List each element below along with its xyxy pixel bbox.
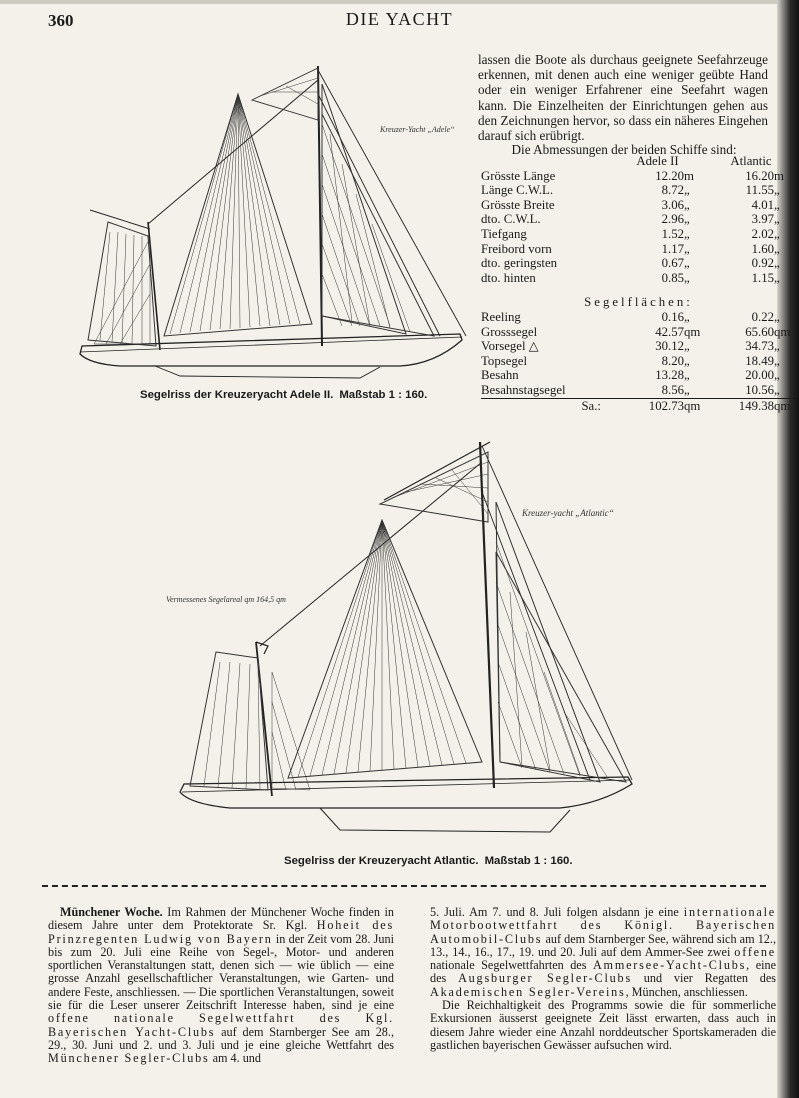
sail-row bbox=[481, 325, 796, 340]
article-text: auf dem Starnberger See, während sich am 12., 13., 14., 16., 17., 19. und 20. Juli auf dem Ammer-See zwei bbox=[430, 931, 776, 959]
sail-row-b: 20.00 bbox=[745, 368, 774, 383]
dimension-row bbox=[481, 271, 796, 286]
dimensions-intro: Die Abmessungen der beiden Schiffe sind: bbox=[511, 142, 737, 157]
dimension-row-ub: „ bbox=[774, 212, 780, 227]
dimension-row-label: dto. geringsten bbox=[481, 256, 558, 271]
dimension-row bbox=[481, 198, 796, 213]
dimension-row bbox=[481, 242, 796, 257]
dimension-row-a: 1.52 bbox=[661, 226, 684, 241]
article-text: in der Zeit vom 28. Juni bis zum 20. Juli eine Reihe von Segel-, Motor- und anderen sportlichen Veranstaltungen statt, denen sich — wie üblich — eine grosse Anzahl gesellschaftlicher Veranstaltungen, wie Garten- und andere Feste, anschliessen. — Die sportlichen Veranstaltungen, soweit sie für die Leser unserer Zeitschrift Interesse haben, sind je eine bbox=[48, 931, 395, 1013]
sail-row-label: Besahn bbox=[481, 368, 519, 383]
dimension-row-ub: „ bbox=[774, 270, 780, 285]
dimension-row-label: dto. hinten bbox=[481, 270, 536, 285]
running-head: DIE YACHT bbox=[345, 9, 454, 29]
sum-adele: 102.73 bbox=[609, 398, 684, 413]
figure-caption-atlantic bbox=[284, 855, 573, 867]
article-text: , eine des bbox=[430, 958, 776, 986]
dimension-row-a: 1.17 bbox=[661, 241, 684, 256]
dimension-row-label: Grösste Länge bbox=[481, 168, 556, 183]
sail-row-ub: „ bbox=[774, 339, 780, 354]
sail-row-label: Besahnstagsegel bbox=[481, 382, 566, 397]
figure-caption-adele bbox=[140, 389, 427, 401]
atlantic-handwritten-title: Kreuzer-yacht „Atlantic“ bbox=[522, 508, 614, 518]
sail-row-b: 18.49 bbox=[745, 353, 774, 368]
article-spaced-text: Ammersee-Yacht-Clubs bbox=[592, 958, 747, 973]
article-column-right bbox=[430, 906, 776, 1052]
dimension-row-ub: „ bbox=[774, 226, 780, 241]
dimension-row bbox=[481, 212, 796, 227]
sail-row-label: Reeling bbox=[481, 309, 521, 324]
sail-row-ub: „ bbox=[774, 368, 780, 383]
sail-row-ub: „ bbox=[774, 309, 780, 324]
sail-row bbox=[481, 310, 796, 325]
dimension-row-b: 16.20 bbox=[745, 168, 774, 183]
article-spaced-text: offene bbox=[734, 944, 776, 959]
figure-caption-adele-title: Segelriss der Kreuzeryacht Adele II. bbox=[140, 389, 334, 401]
sail-row-a: 8.56 bbox=[661, 382, 684, 397]
sail-row-a: 13.28 bbox=[655, 368, 684, 383]
dimension-row-a: 12.20 bbox=[655, 168, 684, 183]
article-text: auf dem Starnberger See am 28., 29., 30. Juni und 2. und 3. Juli und je eine gleiche Wettfahrt des bbox=[48, 1024, 394, 1052]
dimension-row-ua: „ bbox=[684, 212, 690, 227]
sail-rows bbox=[481, 310, 796, 398]
dimension-rows bbox=[481, 169, 796, 286]
dimension-row-b: 3.97 bbox=[751, 212, 774, 227]
article-spaced-text: Augsburger Segler-Clubs bbox=[458, 971, 632, 986]
sail-row bbox=[481, 354, 796, 369]
article-spaced-text: offene nationale Segelwettfahrt des Kgl. Bayerischen Yacht-Clubs bbox=[48, 1011, 394, 1039]
dimension-row-a: 0.85 bbox=[661, 270, 684, 285]
figure-caption-atlantic-title: Segelriss der Kreuzeryacht Atlantic. bbox=[284, 855, 479, 867]
sail-row-ub: „ bbox=[774, 353, 780, 368]
dimension-row-ub: „ bbox=[774, 241, 780, 256]
figure-scale-atlantic: Maßstab 1 : 160. bbox=[484, 855, 573, 867]
dimension-row-a: 2.96 bbox=[661, 212, 684, 227]
sail-row-b: 0.22 bbox=[751, 309, 774, 324]
article-spaced-text: internationale Motorbootwettfahrt des Königl. Bayerischen Automobil-Clubs bbox=[430, 905, 776, 946]
page-number: 360 bbox=[48, 11, 74, 30]
article-text: nationale Segelwettfahrten des bbox=[430, 958, 593, 973]
sail-row-a: 42.57 bbox=[655, 324, 684, 339]
dimension-row-ua: „ bbox=[684, 270, 690, 285]
dimension-row-a: 3.06 bbox=[661, 197, 684, 212]
sail-row-label: Vorsegel △ bbox=[481, 339, 539, 354]
article-paragraph: Die Reichhaltigkeit des Programms sowie die für sommerliche Exkursionen äusserst geeignete Zeit lässt erwarten, dass auch in diesem Jahre wieder eine Anzahl norddeutscher Sportskameraden die gastlichen bayerischen Gewässer aufsuchen wird. bbox=[430, 998, 776, 1052]
sum-atlantic: 149.38 bbox=[706, 398, 774, 413]
section-divider bbox=[42, 885, 766, 887]
dimension-row bbox=[481, 169, 796, 184]
dimension-row-ua: „ bbox=[684, 183, 690, 198]
dimension-row bbox=[481, 183, 796, 198]
article-text: , München, anschliessen. bbox=[625, 984, 748, 999]
dimension-row-label: Tiefgang bbox=[481, 226, 527, 241]
sail-row-b: 34.73 bbox=[745, 339, 774, 354]
sail-row-label: Topsegel bbox=[481, 353, 528, 368]
dimension-row bbox=[481, 256, 796, 271]
column-header-adele: Adele II bbox=[636, 154, 679, 168]
dimension-row-a: 0.67 bbox=[661, 256, 684, 271]
dimension-row-b: 1.15 bbox=[751, 270, 774, 285]
intro-paragraph: lassen die Boote als durchaus geeignete Seefahrzeuge erkennen, mit denen auch eine weniger geübte Hand oder ein weniger Erfahrener eine Seefahrt wagen kann. Die Einzelheiten der Einrichtungen gehen aus den Zeichnungen hervor, so dass ein näheres Eingehen darauf sich erübrigt. bbox=[478, 52, 768, 144]
dimension-row-label: dto. C.W.L. bbox=[481, 212, 541, 227]
sail-row bbox=[481, 339, 796, 354]
article-column-left bbox=[48, 906, 394, 1066]
sail-row-ub: „ bbox=[774, 382, 780, 397]
sail-plan-adele bbox=[60, 64, 470, 384]
article-text: am 4. und bbox=[209, 1051, 261, 1066]
sails-heading-row bbox=[481, 291, 796, 310]
dimension-row-b: 4.01 bbox=[751, 197, 774, 212]
dimension-row-label: Freibord vorn bbox=[481, 241, 552, 256]
article-spaced-text: Akademischen Segler-Vereins bbox=[430, 984, 626, 999]
sum-atlantic-unit: qm bbox=[774, 398, 796, 413]
sail-row-b: 65.60 bbox=[745, 324, 774, 339]
dimension-row-b: 0.92 bbox=[751, 256, 774, 271]
dimension-row-ub: m bbox=[774, 168, 784, 183]
dimension-row-ub: „ bbox=[774, 183, 780, 198]
dimension-row bbox=[481, 227, 796, 242]
sail-row-ua: „ bbox=[684, 368, 690, 383]
dimension-row-b: 11.55 bbox=[745, 183, 774, 198]
dimension-row-ua: „ bbox=[684, 256, 690, 271]
article-title: Münchener Woche. bbox=[60, 905, 163, 919]
atlantic-handwritten-note: Vermessenes Segelareal qm 164,5 qm bbox=[166, 595, 286, 604]
dimensions-table bbox=[481, 154, 796, 413]
sail-row bbox=[481, 368, 796, 383]
sum-adele-unit: qm bbox=[684, 398, 706, 413]
sail-row-a: 30.12 bbox=[655, 339, 684, 354]
sail-row-ua: „ bbox=[684, 382, 690, 397]
dimension-row-label: Grösste Breite bbox=[481, 197, 555, 212]
sail-plan-atlantic bbox=[160, 432, 640, 842]
article-text: Im Rahmen der Münchener Woche finden in diesem Jahre unter dem Protektorate Sr. Kgl. bbox=[48, 905, 394, 933]
sail-row-ua: „ bbox=[684, 339, 690, 354]
sail-row-label: Grosssegel bbox=[481, 324, 538, 339]
dimension-row-ub: „ bbox=[774, 197, 780, 212]
sail-row-a: 8.20 bbox=[661, 353, 684, 368]
dimension-row-label: Länge C.W.L. bbox=[481, 183, 554, 198]
article-text: 5. Juli. Am 7. und 8. Juli folgen alsdann je eine bbox=[430, 905, 684, 919]
dimension-row-b: 2.02 bbox=[751, 226, 774, 241]
sum-label: Sa.: bbox=[481, 398, 609, 413]
article-spaced-text: Hoheit des Prinzregenten Ludwig von Bayern bbox=[48, 918, 394, 946]
article-paragraph bbox=[430, 906, 776, 999]
sail-row-a: 0.16 bbox=[661, 309, 684, 324]
column-header-atlantic: Atlantic bbox=[730, 154, 772, 168]
dimension-row-ua: „ bbox=[684, 241, 690, 256]
sail-row bbox=[481, 383, 796, 398]
dimension-row-ub: „ bbox=[774, 256, 780, 271]
sail-row-ua: qm bbox=[684, 324, 701, 339]
page-top-edge bbox=[0, 0, 799, 4]
adele-handwritten-title: Kreuzer-Yacht „Adele“ bbox=[380, 125, 455, 134]
dimension-row-b: 1.60 bbox=[751, 241, 774, 256]
article-text: und vier Regatten des bbox=[631, 971, 776, 986]
figure-scale-adele: Maßstab 1 : 160. bbox=[339, 389, 428, 401]
sail-row-ua: „ bbox=[684, 353, 690, 368]
dimension-row-ua: m bbox=[684, 168, 694, 183]
sail-row-ua: „ bbox=[684, 309, 690, 324]
table-header-row bbox=[481, 154, 796, 169]
dimension-row-ua: „ bbox=[684, 226, 690, 241]
sails-heading: Segelflächen: bbox=[584, 295, 693, 310]
dimension-row-a: 8.72 bbox=[661, 183, 684, 198]
dimension-row-ua: „ bbox=[684, 197, 690, 212]
sail-row-b: 10.56 bbox=[745, 382, 774, 397]
article-spaced-text: Münchener Segler-Clubs bbox=[48, 1051, 210, 1066]
sail-row-ub: qm bbox=[774, 324, 791, 339]
sum-row bbox=[481, 398, 796, 413]
